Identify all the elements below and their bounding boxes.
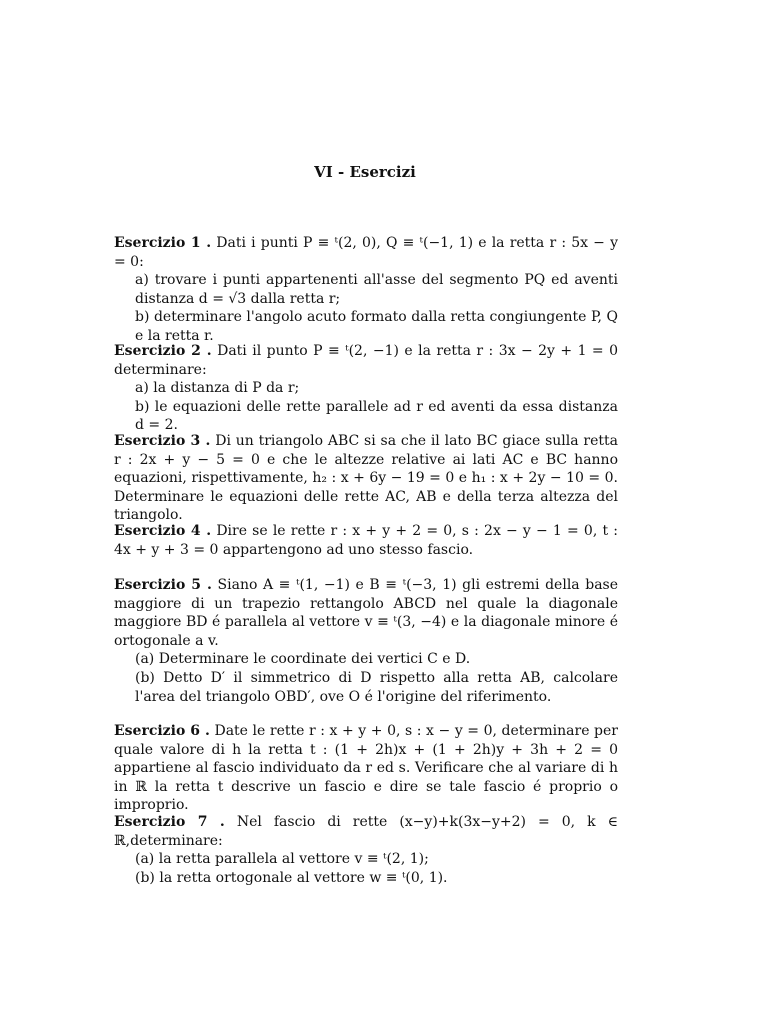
exercise-item: (a) Determinare le coordinate dei vertici C e D. (135, 651, 471, 668)
exercise-statement: Date le rette r : x + y + 0, s : x − y = 0, determinare per quale valore di h la retta t : (1 + 2h)x + (1 + 2h)y + 3h + 2 = 0 appartiene al fascio individuato da r ed s. Verificare che al variare di h in ℝ la retta t descrive un fascio e dire se tale fascio é proprio o improprio. (114, 723, 618, 814)
exercise-text (114, 722, 618, 815)
exercise-item: (a) la retta parallela al vettore v ≡ ᵗ(2, 1); (135, 851, 429, 868)
exercise-statement: Dire se le rette r : x + y + 2 = 0, s : 2x − y − 1 = 0, t : 4x + y + 3 = 0 appartengono ad uno stesso fascio. (114, 523, 618, 558)
exercise-title: Esercizio 7 . (114, 814, 225, 830)
exercise-5 (114, 576, 618, 706)
exercise-title: Esercizio 1 . (114, 235, 212, 251)
exercise-3 (114, 432, 618, 525)
exercise-6 (114, 722, 618, 815)
exercise-text (114, 342, 618, 379)
exercise-7 (114, 813, 618, 887)
exercise-title: Esercizio 6 . (114, 723, 210, 739)
exercise-text (114, 522, 618, 559)
page-title: VI - Esercizi (314, 163, 416, 181)
exercise-text (114, 813, 618, 850)
exercise-statement: Nel fascio di rette (x−y)+k(3x−y+2) = 0, k ∈ ℝ,determinare: (114, 814, 619, 849)
exercise-text (114, 432, 618, 525)
exercise-title: Esercizio 2 . (114, 343, 212, 359)
exercise-1 (114, 234, 618, 346)
exercise-4 (114, 522, 618, 559)
exercise-text (114, 576, 618, 650)
exercise-item: (b) la retta ortogonale al vettore w ≡ ᵗ(0, 1). (135, 869, 448, 886)
exercise-statement: Dati il punto P ≡ ᵗ(2, −1) e la retta r : 3x − 2y + 1 = 0 determinare: (114, 343, 618, 378)
exercise-statement: Siano A ≡ ᵗ(1, −1) e B ≡ ᵗ(−3, 1) gli estremi della base maggiore di un trapezio rettangolo ABCD nel quale la diagonale maggiore BD é parallela al vettore v ≡ ᵗ(3, −4) e la diagonale minore é ortogonale a v. (114, 577, 619, 649)
exercise-title: Esercizio 3 . (114, 433, 211, 449)
exercise-item: (b) Detto D′ il simmetrico di D rispetto alla retta AB, calcolare l'area del triangolo OBD′, ove O é l'origine del riferimento. (135, 669, 618, 705)
exercise-item: b) determinare l'angolo acuto formato dalla retta congiungente P, Q e la retta r. (135, 309, 618, 344)
exercise-item: b) le equazioni delle rette parallele ad r ed aventi da essa distanza d = 2. (135, 398, 618, 434)
exercise-statement: Di un triangolo ABC si sa che il lato BC giace sulla retta r : 2x + y − 5 = 0 e che le altezze relative ai lati AC e BC hanno equazioni, rispettivamente, h₂ : x + 6y − 19 = 0 e h₁ : x + 2y − 10 = 0. Determinare le equazioni delle rette AC, AB e della terza altezza del triangolo. (114, 433, 619, 524)
exercise-item: a) la distanza di P da r; (135, 380, 300, 397)
exercise-statement: Dati i punti P ≡ ᵗ(2, 0), Q ≡ ᵗ(−1, 1) e la retta r : 5x − y = 0: (114, 235, 618, 270)
exercise-item: a) trovare i punti appartenenti all'asse del segmento PQ ed aventi distanza d = √3 dalla retta r; (135, 272, 618, 307)
exercise-title: Esercizio 5 . (114, 577, 212, 593)
exercise-title: Esercizio 4 . (114, 523, 212, 539)
exercise-2 (114, 342, 618, 435)
exercise-text (114, 234, 618, 271)
